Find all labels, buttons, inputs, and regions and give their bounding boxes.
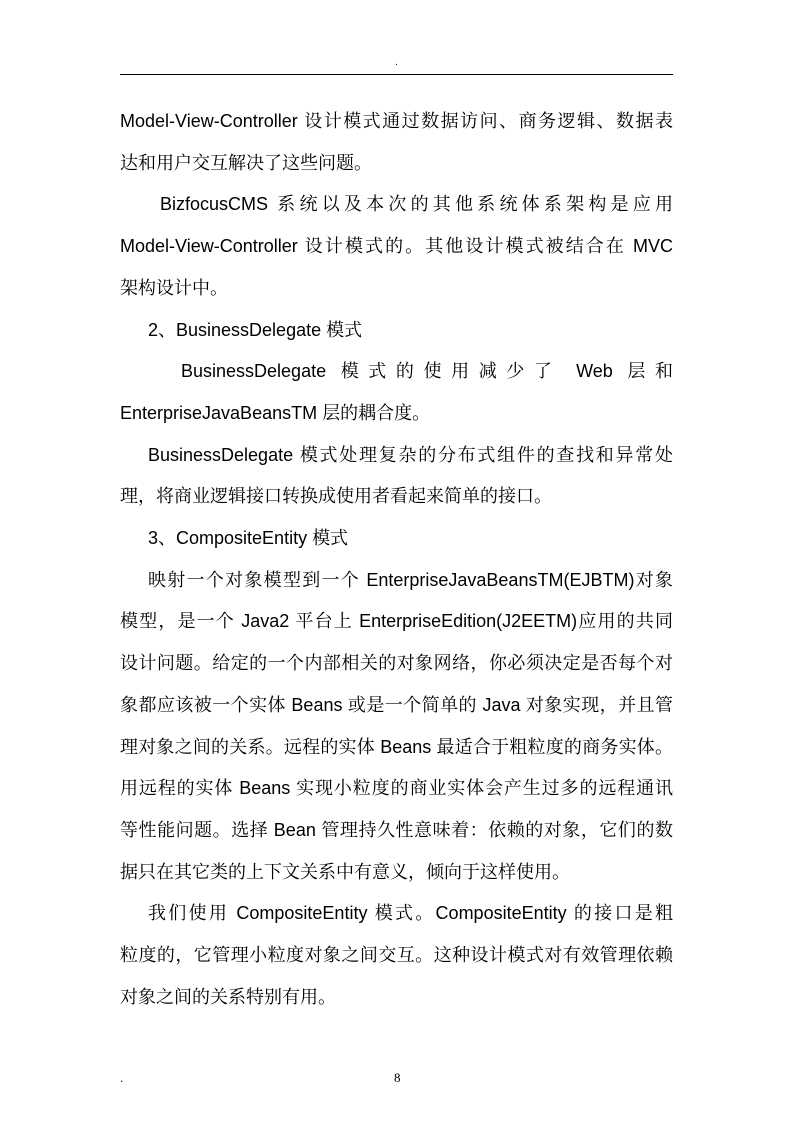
footer-mark: . <box>120 1071 124 1086</box>
text-line: 我们使用 CompositeEntity 模式。CompositeEntity 的接口是粗 <box>148 903 673 924</box>
text-line: BusinessDelegate 模式处理复杂的分布式组件的查找和异常处 <box>148 444 673 465</box>
section-heading: 2、BusinessDelegate 模式 <box>148 319 363 340</box>
text-line: 粒度的，它管理小粒度对象之间交互。这种设计模式对有效管理依赖 <box>120 945 673 966</box>
text-line: Model-View-Controller 设计模式的。其他设计模式被结合在 MVC <box>120 236 673 257</box>
text-line: 映射一个对象模型到一个 EnterpriseJavaBeansTM(EJBTM)对象 <box>148 569 673 590</box>
text-line: 理对象之间的关系。远程的实体 Beans 最适合于粗粒度的商务实体。 <box>120 736 673 757</box>
text-line: 象都应该被一个实体 Beans 或是一个简单的 Java 对象实现，并且管 <box>120 694 673 715</box>
text-line: 等性能问题。选择 Bean 管理持久性意味着：依赖的对象，它们的数 <box>120 819 673 840</box>
text-line: Model-View-Controller 设计模式通过数据访问、商务逻辑、数据表 <box>120 111 673 131</box>
text-line: 理，将商业逻辑接口转换成使用者看起来简单的接口。 <box>120 486 552 507</box>
page-number: 8 <box>394 1070 401 1086</box>
text-line: 模型，是一个 Java2 平台上 EnterpriseEdition(J2EETM)应用的共同 <box>120 611 673 632</box>
section-heading: 3、CompositeEntity 模式 <box>148 528 349 549</box>
text-line: BusinessDelegate 模式的使用减少了 Web 层和 <box>181 361 673 382</box>
text-line: 达和用户交互解决了这些问题。 <box>120 152 372 173</box>
text-line: 用远程的实体 Beans 实现小粒度的商业实体会产生过多的远程通讯 <box>120 778 673 799</box>
text-line: 设计问题。给定的一个内部相关的对象网络，你必须决定是否每个对 <box>120 653 673 674</box>
text-line: 对象之间的关系特别有用。 <box>120 986 336 1007</box>
page-body <box>120 75 673 1018</box>
text-line: BizfocusCMS 系统以及本次的其他系统体系架构是应用 <box>160 194 673 215</box>
text-line: 据只在其它类的上下文关系中有意义，倾向于这样使用。 <box>120 861 570 882</box>
text-line: EnterpriseJavaBeansTM 层的耦合度。 <box>120 402 431 423</box>
header-mark: . <box>395 57 398 68</box>
text-line: 架构设计中。 <box>120 277 228 298</box>
page-footer <box>120 1070 673 1110</box>
